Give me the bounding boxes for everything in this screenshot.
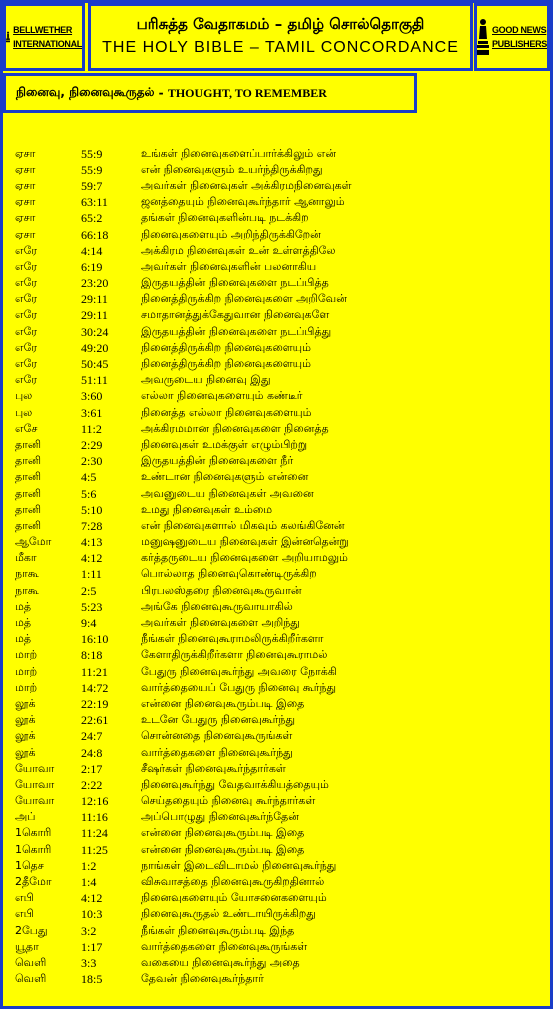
book-abbreviation: தானி [15, 518, 42, 532]
verse-reference: 4:14 [81, 243, 103, 258]
verse-excerpt: மனுஷனுடைய நினைவுகள் இன்னதென்று [141, 535, 349, 549]
verse-excerpt: நினைத்திருக்கிற நினைவுகளை அறிவேன் [141, 292, 347, 306]
book-abbreviation: அப் [15, 810, 36, 824]
concordance-row [15, 211, 545, 227]
verse-excerpt: நாங்கள் இடைவிடாமல் நினைவுகூர்ந்து [141, 858, 337, 872]
verse-excerpt: என்னை நினைவுகூரும்படி இதை [141, 826, 305, 840]
book-abbreviation: யூதா [15, 939, 39, 953]
book-abbreviation: எரே [15, 324, 38, 338]
topic-heading-tamil: நினைவு, நினைவுகூருதல் [16, 85, 155, 99]
book-abbreviation: தானி [15, 454, 42, 468]
book-abbreviation: தானி [15, 470, 42, 484]
concordance-row [15, 276, 545, 292]
verse-reference: 18:5 [81, 972, 103, 987]
concordance-row [15, 162, 545, 178]
book-abbreviation: மாற் [15, 680, 38, 694]
verse-reference: 2:22 [81, 777, 103, 792]
book-abbreviation: ஆமோ [15, 535, 52, 549]
verse-excerpt: உடனே பேதுரு நினைவுகூர்ந்து [141, 713, 296, 727]
book-abbreviation: புல [15, 389, 33, 403]
verse-reference: 55:9 [81, 162, 103, 177]
concordance-row [15, 373, 545, 389]
concordance-row [15, 518, 545, 534]
verse-excerpt: அவர்கள் நினைவுகள் அக்கிரமநினைவுகள் [141, 178, 352, 192]
good-news-figure-icon [477, 17, 489, 57]
concordance-row [15, 356, 545, 372]
verse-excerpt: அக்கிரம நினைவுகள் உன் உள்ளத்திலே [141, 243, 336, 257]
book-abbreviation: எரே [15, 308, 38, 322]
verse-reference: 14:72 [81, 680, 109, 695]
verse-excerpt: இருதயத்தின் நினைவுகளை நடப்பித்த [141, 276, 329, 290]
verse-reference: 5:23 [81, 599, 103, 614]
concordance-row [15, 421, 545, 437]
verse-reference: 2:17 [81, 761, 103, 776]
concordance-row [15, 923, 545, 939]
concordance-row [15, 146, 545, 162]
verse-reference: 63:11 [81, 195, 108, 210]
concordance-row [15, 567, 545, 583]
concordance-row [15, 340, 545, 356]
verse-reference: 24:8 [81, 745, 103, 760]
book-abbreviation: 2பேது [15, 923, 48, 937]
verse-excerpt: சீஷர்கள் நினைவுகூர்ந்தார்கள் [141, 761, 286, 775]
book-abbreviation: எபி [15, 891, 34, 905]
verse-reference: 1:2 [81, 858, 97, 873]
verse-reference: 1:4 [81, 875, 97, 890]
book-abbreviation: ஏசா [15, 178, 36, 192]
concordance-row [15, 178, 545, 194]
concordance-row [15, 761, 545, 777]
topic-heading-separator: - [154, 86, 168, 100]
verse-reference: 16:10 [81, 632, 109, 647]
verse-reference: 11:21 [81, 664, 108, 679]
concordance-row [15, 454, 545, 470]
concordance-row [15, 696, 545, 712]
verse-reference: 3:61 [81, 405, 103, 420]
concordance-row [15, 308, 545, 324]
verse-excerpt: விசுவாசத்தை நினைவுகூருகிறதினால் [141, 875, 325, 889]
book-abbreviation: ஏசா [15, 195, 36, 209]
verse-excerpt: தங்கள் நினைவுகளின்படி நடக்கிற [141, 211, 309, 225]
verse-reference: 11:16 [81, 810, 108, 825]
verse-excerpt: அவர்கள் நினைவுகளை அறிந்து [141, 616, 300, 630]
verse-excerpt: என்னை நினைவுகூரும்படி இதை [141, 842, 305, 856]
concordance-row [15, 810, 545, 826]
book-abbreviation: மத் [15, 632, 32, 646]
book-abbreviation: லூக் [15, 745, 36, 759]
verse-excerpt: அவர்கள் நினைவுகளின் பலனாகிய [141, 259, 317, 273]
verse-excerpt: உமது நினைவுகள் உம்மை [141, 502, 273, 516]
verse-excerpt: நீங்கள் நினைவுகூராமலிருக்கிறீர்களா [141, 632, 324, 646]
concordance-row [15, 648, 545, 664]
verse-excerpt: இருதயத்தின் நினைவுகளை நீர் [141, 454, 294, 468]
verse-reference: 5:6 [81, 486, 97, 501]
verse-excerpt: செய்ததையும் நினைவு கூர்ந்தார்கள் [141, 794, 316, 808]
concordance-row [15, 551, 545, 567]
verse-excerpt: கர்த்தருடைய நினைவுகளை அறியாமலும் [141, 551, 348, 565]
verse-reference: 2:29 [81, 437, 103, 452]
concordance-row [15, 664, 545, 680]
concordance-row [15, 874, 545, 890]
verse-excerpt: எல்லா நினைவுகளையும் கண்டீர் [141, 389, 303, 403]
concordance-row [15, 195, 545, 211]
verse-reference: 7:28 [81, 518, 103, 533]
book-abbreviation: 2தீமோ [15, 875, 52, 889]
verse-reference: 59:7 [81, 178, 103, 193]
bellwether-logo-line1: BELLWETHER [13, 25, 73, 35]
verse-excerpt: அங்கே நினைவுகூருவாயாகில் [141, 599, 293, 613]
verse-reference: 66:18 [81, 227, 109, 242]
concordance-row [15, 502, 545, 518]
book-abbreviation: மத் [15, 599, 32, 613]
verse-reference: 22:61 [81, 713, 109, 728]
concordance-row [15, 858, 545, 874]
verse-reference: 11:24 [81, 826, 108, 841]
book-abbreviation: மத் [15, 616, 32, 630]
verse-reference: 3:3 [81, 955, 97, 970]
verse-excerpt: இருதயத்தின் நினைவுகளை நடப்பித்து [141, 324, 332, 338]
verse-reference: 51:11 [81, 373, 108, 388]
verse-reference: 4:12 [81, 891, 103, 906]
book-abbreviation: எரே [15, 357, 38, 371]
book-abbreviation: லூக் [15, 729, 36, 743]
concordance-row [15, 405, 545, 421]
verse-reference: 6:19 [81, 259, 103, 274]
verse-reference: 12:16 [81, 794, 109, 809]
book-abbreviation: 1கொரி [15, 826, 52, 840]
concordance-row [15, 486, 545, 502]
book-abbreviation: லூக் [15, 713, 36, 727]
verse-reference: 1:17 [81, 939, 103, 954]
topic-heading [3, 73, 417, 113]
concordance-row [15, 680, 545, 696]
verse-excerpt: நினைத்திருக்கிற நினைவுகளையும் [141, 340, 311, 354]
book-abbreviation: 1கொரி [15, 842, 52, 856]
bellwether-logo-text [13, 23, 82, 51]
concordance-row [15, 615, 545, 631]
verse-reference: 4:5 [81, 470, 97, 485]
verse-reference: 5:10 [81, 502, 103, 517]
concordance-row [15, 292, 545, 308]
verse-reference: 22:19 [81, 696, 109, 711]
book-abbreviation: எரே [15, 292, 38, 306]
book-abbreviation: வெளி [15, 955, 47, 969]
concordance-row [15, 955, 545, 971]
verse-excerpt: நினைவுகளையும் யோசனைகளையும் [141, 891, 327, 905]
concordance-row [15, 599, 545, 615]
verse-excerpt: பொல்லாத நினைவுகொண்டிருக்கிற [141, 567, 317, 581]
verse-excerpt: நினைத்த எல்லா நினைவுகளையும் [141, 405, 312, 419]
book-abbreviation: எரே [15, 259, 38, 273]
concordance-row [15, 777, 545, 793]
concordance-row [15, 972, 545, 988]
verse-reference: 11:2 [81, 421, 102, 436]
verse-reference: 49:20 [81, 340, 109, 355]
verse-reference: 30:24 [81, 324, 109, 339]
verse-excerpt: நீங்கள் நினைவுகூரும்படி இந்த [141, 923, 295, 937]
verse-excerpt: ஜனத்தையும் நினைவுகூர்ந்தார் ஆனாலும் [141, 195, 345, 209]
concordance-row [15, 713, 545, 729]
book-abbreviation: எரே [15, 276, 38, 290]
page-title-english: THE HOLY BIBLE – TAMIL CONCORDANCE [102, 39, 459, 56]
book-abbreviation: தானி [15, 437, 42, 451]
verse-excerpt: வகையை நினைவுகூர்ந்து அதை [141, 955, 300, 969]
book-abbreviation: வெளி [15, 972, 47, 986]
verse-excerpt: பேதுரு நினைவுகூர்ந்து அவரை நோக்கி [141, 664, 337, 678]
verse-reference: 2:5 [81, 583, 97, 598]
verse-reference: 4:12 [81, 551, 103, 566]
verse-reference: 2:30 [81, 454, 103, 469]
topic-heading-english: THOUGHT, TO REMEMBER [167, 85, 327, 100]
verse-excerpt: என்னை நினைவுகூரும்படி இதை [141, 696, 305, 710]
book-abbreviation: எசே [15, 421, 38, 435]
verse-reference: 8:18 [81, 648, 103, 663]
verse-reference: 4:13 [81, 535, 103, 550]
book-abbreviation: யோவா [15, 777, 55, 791]
book-abbreviation: ஏசா [15, 227, 36, 241]
book-abbreviation: தானி [15, 486, 42, 500]
concordance-row [15, 939, 545, 955]
concordance-row [15, 842, 545, 858]
concordance-row [15, 243, 545, 259]
verse-reference: 24:7 [81, 729, 103, 744]
book-abbreviation: நாகூ [15, 583, 39, 597]
concordance-row [15, 324, 545, 340]
book-abbreviation: எரே [15, 340, 38, 354]
verse-excerpt: நினைவுகள் உமக்குள் எழும்பிற்று [141, 437, 308, 451]
verse-excerpt: என் நினைவுகளால் மிகவும் கலங்கினேன் [141, 518, 345, 532]
book-abbreviation: ஏசா [15, 146, 36, 160]
book-abbreviation: எரே [15, 373, 38, 387]
verse-excerpt: நினைவுகளையும் அறிந்திருக்கிறேன் [141, 227, 321, 241]
page-title-tamil: பரிசுத்த வேதாகமம் – தமிழ் சொல்தொகுதி [136, 15, 425, 33]
book-abbreviation: மாற் [15, 648, 38, 662]
bellwether-logo [3, 3, 85, 71]
verse-reference: 55:9 [81, 146, 103, 161]
concordance-row [15, 745, 545, 761]
book-abbreviation: புல [15, 405, 33, 419]
verse-reference: 3:2 [81, 923, 97, 938]
good-news-logo-text [492, 23, 547, 51]
concordance-row [15, 437, 545, 453]
verse-excerpt: சமாதானத்துக்கேதுவான நினைவுகளே [141, 308, 330, 322]
book-abbreviation: ஏசா [15, 162, 36, 176]
book-abbreviation: மீகா [15, 551, 37, 565]
concordance-row [15, 259, 545, 275]
verse-excerpt: நினைத்திருக்கிற நினைவுகளையும் [141, 357, 311, 371]
book-abbreviation: தானி [15, 502, 42, 516]
verse-reference: 50:45 [81, 357, 109, 372]
verse-excerpt: அவருடைய நினைவு இது [141, 373, 271, 387]
book-abbreviation: லூக் [15, 696, 36, 710]
concordance-row [15, 227, 545, 243]
verse-reference: 10:3 [81, 907, 103, 922]
verse-excerpt: பிரபலஸ்தரை நினைவுகூருவான் [141, 583, 302, 597]
verse-excerpt: என் நினைவுகளும் உயர்ந்திருக்கிறது [141, 162, 323, 176]
verse-excerpt: அக்கிரமமான நினைவுகளை நினைத்த [141, 421, 329, 435]
concordance-row [15, 583, 545, 599]
concordance-row [15, 632, 545, 648]
title-block [88, 3, 473, 71]
concordance-row [15, 470, 545, 486]
verse-excerpt: நினைவுகூருதல் உண்டாயிருக்கிறது [141, 907, 316, 921]
verse-reference: 29:11 [81, 308, 108, 323]
concordance-row [15, 729, 545, 745]
verse-excerpt: நினைவுகூர்ந்து வேதவாக்கியத்தையும் [141, 777, 329, 791]
verse-excerpt: சொன்னதை நினைவுகூருங்கள் [141, 729, 293, 743]
verse-excerpt: கேளாதிருக்கிறீர்களா நினைவுகூராமல் [141, 648, 328, 662]
verse-reference: 65:2 [81, 211, 103, 226]
verse-excerpt: வார்த்தைகளை நினைவுகூர்ந்து [141, 745, 293, 759]
verse-reference: 11:25 [81, 842, 108, 857]
book-abbreviation: மாற் [15, 664, 38, 678]
verse-excerpt: அவனுடைய நினைவுகள் அவனை [141, 486, 314, 500]
concordance-row [15, 389, 545, 405]
verse-reference: 1:11 [81, 567, 102, 582]
good-news-logo-line1: GOOD NEWS [491, 25, 547, 35]
verse-excerpt: வார்த்தையைப் பேதுரு நினைவு கூர்ந்து [141, 680, 337, 694]
verse-reference: 23:20 [81, 276, 109, 291]
verse-excerpt: உண்டான நினைவுகளும் என்னை [141, 470, 309, 484]
book-abbreviation: ஏசா [15, 211, 36, 225]
concordance-row [15, 794, 545, 810]
good-news-logo-line2: PUBLISHERS [491, 39, 547, 49]
verse-reference: 29:11 [81, 292, 108, 307]
verse-excerpt: வார்த்தைகளை நினைவுகூருங்கள் [141, 939, 308, 953]
concordance-row [15, 826, 545, 842]
bellwether-logo-line2: INTERNATIONAL [13, 39, 82, 49]
verse-excerpt: தேவன் நினைவுகூர்ந்தார் [141, 972, 264, 986]
book-abbreviation: யோவா [15, 794, 55, 808]
verse-reference: 3:60 [81, 389, 103, 404]
verse-excerpt: உங்கள் நினைவுகளைப்பார்க்கிலும் என் [141, 146, 337, 160]
verse-excerpt: அப்பொழுது நினைவுகூர்ந்தேன் [141, 810, 299, 824]
concordance-list [15, 146, 545, 988]
concordance-row [15, 907, 545, 923]
book-abbreviation: நாகூ [15, 567, 39, 581]
book-abbreviation: யோவா [15, 761, 55, 775]
bellwether-figure-icon [6, 17, 10, 57]
book-abbreviation: எரே [15, 243, 38, 257]
concordance-row [15, 891, 545, 907]
concordance-row [15, 535, 545, 551]
verse-reference: 9:4 [81, 616, 97, 631]
good-news-logo [474, 3, 550, 71]
book-abbreviation: எபி [15, 907, 34, 921]
book-abbreviation: 1தெச [15, 858, 44, 872]
